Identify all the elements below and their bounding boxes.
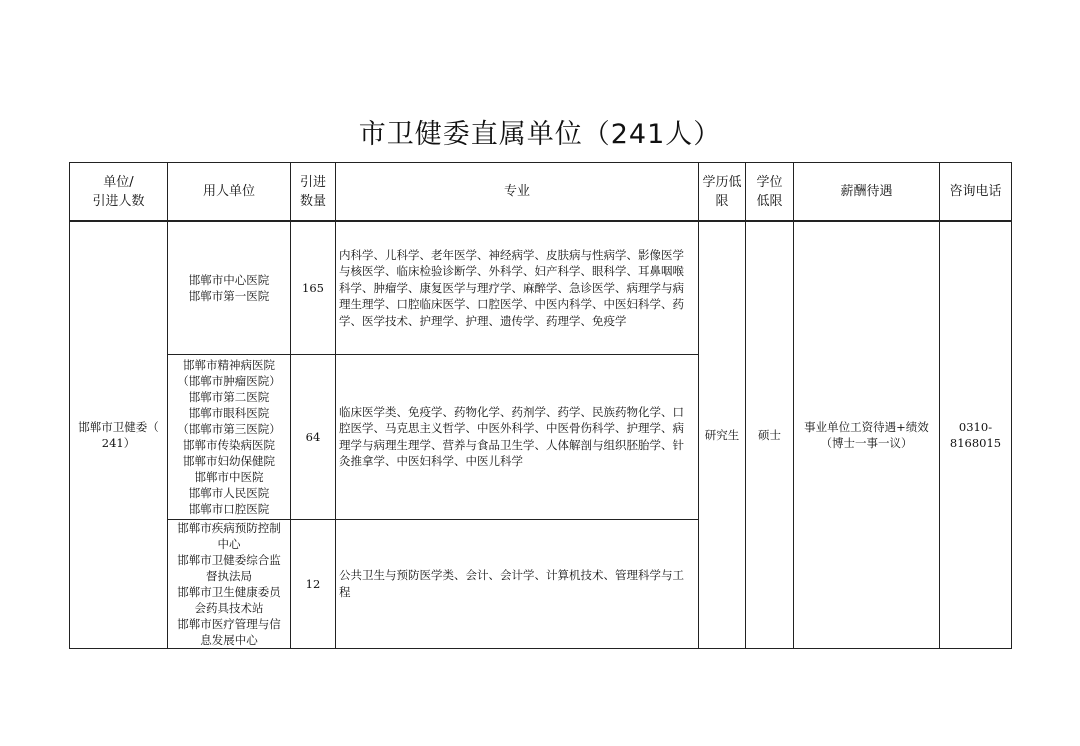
employer-name: 中心 <box>217 536 241 551</box>
employer-name: （邯郸市第三医院） <box>177 421 281 436</box>
employer-cell <box>168 354 291 519</box>
major-cell: 公共卫生与预防医学类、会计、会计学、计算机技术、管理科学与工程 <box>336 519 699 648</box>
degree-cell: 硕士 <box>746 221 794 648</box>
header-employer: 用人单位 <box>168 163 291 222</box>
page-title: 市卫健委直属单位（241人） <box>358 119 722 150</box>
count-cell: 64 <box>291 354 336 519</box>
header-unit-line: 单位/ <box>103 174 134 190</box>
employer-name: 邯郸市中心医院 <box>188 272 270 287</box>
header-row <box>70 163 1012 222</box>
employer-cell <box>168 221 291 354</box>
salary-cell <box>794 221 940 648</box>
phone-line: 0310- <box>958 419 993 434</box>
employer-name: 息发展中心 <box>200 632 258 647</box>
count-cell: 12 <box>291 519 336 648</box>
header-degree-line: 低限 <box>756 193 783 209</box>
employer-name: 邯郸市第一医院 <box>188 288 270 303</box>
header-degree <box>746 163 794 222</box>
salary-line: 事业单位工资待遇+绩效 <box>804 419 929 434</box>
header-salary: 薪酬待遇 <box>794 163 940 222</box>
employer-name: 邯郸市卫生健康委员 <box>177 584 281 599</box>
header-unit <box>70 163 168 222</box>
employer-name: 邯郸市医疗管理与信 <box>177 616 281 631</box>
phone-line: 8168015 <box>949 435 1002 450</box>
phone-cell <box>940 221 1012 648</box>
major-cell: 内科学、儿科学、老年医学、神经病学、皮肤病与性病学、影像医学与核医学、临床检验诊断学、外科学、妇产科学、眼科学、耳鼻咽喉科学、肿瘤学、康复医学与理疗学、麻醉学、急诊医学、病理学与病理生理学、口腔临床医学、口腔医学、中医内科学、中医妇科学、药学、医学技术、护理学、护理、遗传学、药理学、免疫学 <box>336 221 699 354</box>
major-cell: 临床医学类、免疫学、药物化学、药剂学、药学、民族药物化学、口腔医学、马克思主义哲学、中医外科学、中医骨伤科学、护理学、病理学与病理生理学、营养与食品卫生学、人体解剖与组织胚胎学、针灸推拿学、中医妇科学、中医儿科学 <box>336 354 699 519</box>
header-education-line: 限 <box>715 193 729 209</box>
employer-name: 邯郸市第二医院 <box>188 389 270 404</box>
employer-name: 邯郸市眼科医院 <box>188 405 270 420</box>
header-phone: 咨询电话 <box>940 163 1012 222</box>
salary-line: （博士一事一议） <box>820 435 913 450</box>
header-education <box>699 163 746 222</box>
table-row <box>70 221 1012 354</box>
header-degree-line: 学位 <box>756 174 783 190</box>
employer-name: 会药具技术站 <box>194 600 264 615</box>
employer-name: 邯郸市卫健委综合监 <box>177 552 281 567</box>
header-unit-line: 引进人数 <box>92 193 145 209</box>
header-major: 专业 <box>336 163 699 222</box>
employer-name: 邯郸市疾病预防控制 <box>177 520 281 535</box>
unit-line: 241） <box>101 435 136 450</box>
header-count-line: 数量 <box>299 193 326 209</box>
recruitment-table <box>69 162 1012 649</box>
employer-cell <box>168 519 291 648</box>
count-cell: 165 <box>291 221 336 354</box>
education-cell: 研究生 <box>699 221 746 648</box>
header-count-line: 引进 <box>299 174 326 190</box>
employer-name: 邯郸市传染病医院 <box>183 437 275 452</box>
employer-name: 邯郸市中医院 <box>194 469 264 484</box>
unit-line: 邯郸市卫健委（ <box>78 419 159 434</box>
unit-cell <box>70 221 168 648</box>
header-count <box>291 163 336 222</box>
header-education-line: 学历低 <box>702 174 742 190</box>
employer-name: 督执法局 <box>206 568 252 583</box>
employer-name: 邯郸市精神病医院 <box>183 357 275 372</box>
employer-name: （邯郸市肿瘤医院） <box>177 373 281 388</box>
employer-name: 邯郸市妇幼保健院 <box>183 453 275 468</box>
employer-name: 邯郸市人民医院 <box>188 485 270 500</box>
employer-name: 邯郸市口腔医院 <box>188 501 270 516</box>
